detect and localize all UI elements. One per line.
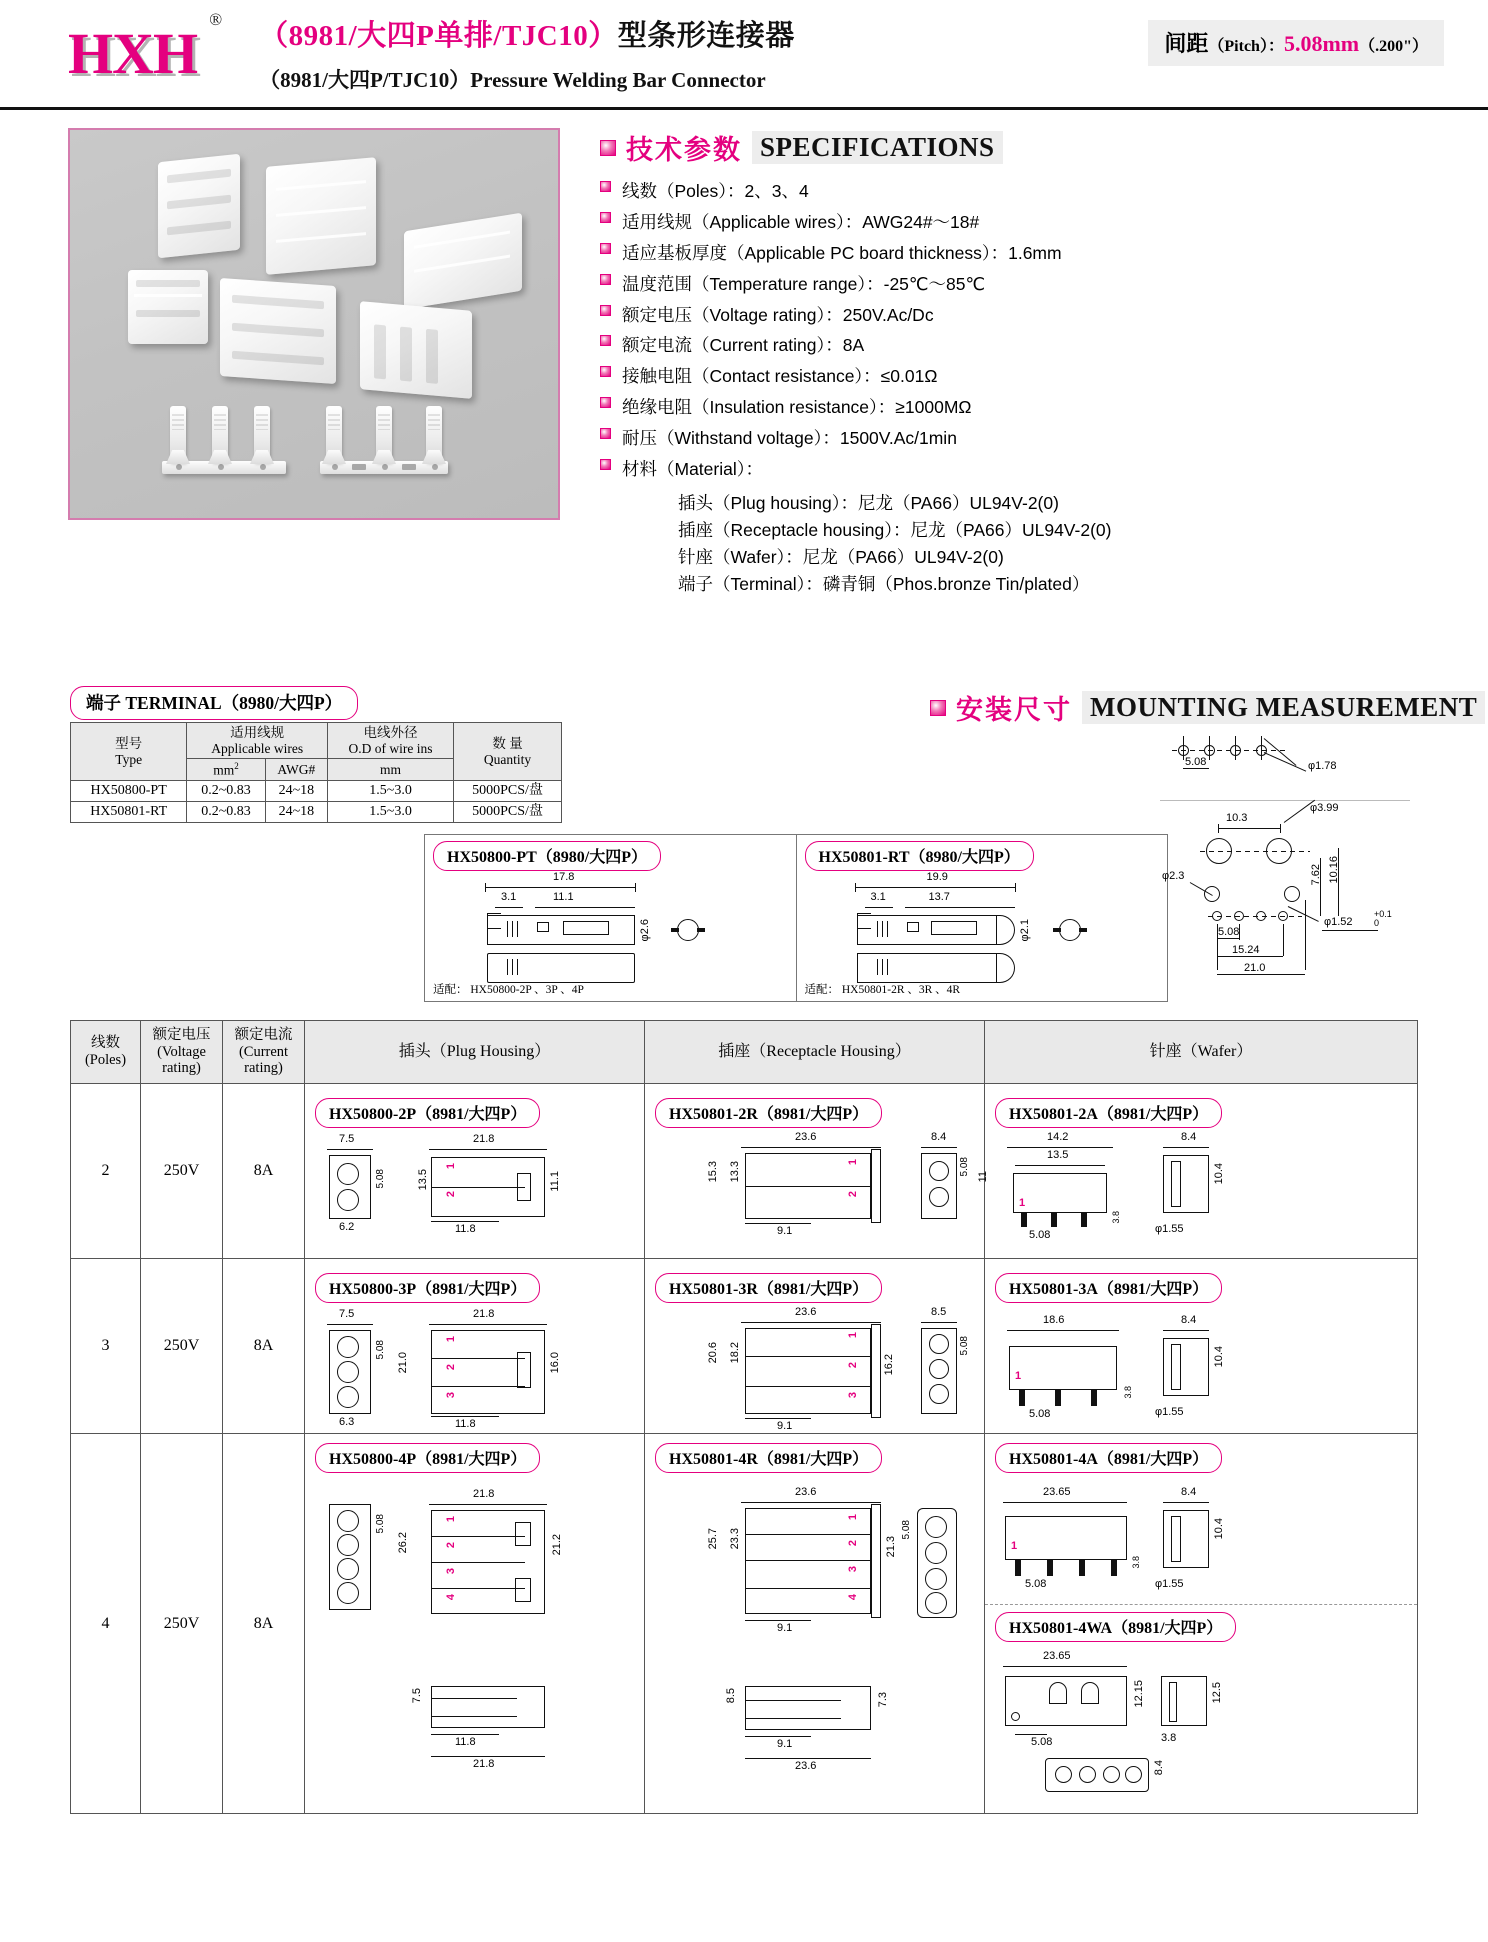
terminal-body-side	[487, 953, 635, 983]
mounting-drawing	[1160, 730, 1460, 1000]
wafer-2a-label: HX50801-2A（8981/大四P）	[995, 1098, 1222, 1128]
pin-number: 2	[847, 1191, 859, 1198]
pin-number: 2	[847, 1539, 859, 1546]
dim-len: 21.8	[473, 1308, 495, 1321]
dim-w-bottom: 6.2	[339, 1221, 355, 1234]
terminal-label-pill: 端子 TERMINAL（8980/大四P）	[70, 686, 358, 720]
table-row	[71, 802, 562, 823]
terminal-drawing-rt	[797, 834, 1169, 1002]
dim-len-bottom2: 9.1	[777, 1737, 793, 1750]
bullet-square-icon	[600, 274, 611, 285]
spec-item-text: 温度范围（Temperature range）：-25℃～85℃	[622, 273, 986, 294]
terminal-drawings	[424, 834, 1168, 1002]
product-dimension-table	[70, 1020, 1418, 1814]
spec-item	[600, 335, 1460, 357]
col-wires	[187, 723, 328, 759]
dim-total: 17.8	[553, 871, 575, 883]
dim-h-side: 26.2	[397, 1531, 409, 1553]
cell-current: 8A	[223, 1434, 305, 1814]
terminal-fit-text: 适配： HX50801-2R 、3R 、4R	[804, 984, 961, 996]
dim-pitch: 5.08	[375, 1340, 386, 1360]
cell-mm2: 0.2~0.83	[187, 781, 265, 802]
pin-number: 2	[445, 1541, 457, 1548]
dim-pin-h: 3.8	[1111, 1211, 1121, 1224]
title-cn-prefix: （8981/大四P单排/TJC10）	[259, 20, 618, 52]
col-current: 额定电流 (Current rating)	[223, 1021, 305, 1084]
dim-w-bottom: 6.3	[339, 1416, 355, 1429]
spec-item	[600, 428, 1460, 450]
pin-number: 1	[445, 1336, 457, 1343]
bullet-square-icon	[600, 335, 611, 346]
dim-h-end: 16.2	[883, 1354, 895, 1376]
pin-number: 1	[445, 1163, 457, 1170]
specifications-heading	[600, 128, 1460, 167]
bullet-square-icon	[600, 212, 611, 223]
dim-pitch-top: 5.08	[1185, 756, 1207, 768]
col-mm2: $mm^2$	[187, 759, 265, 781]
photo-terminal-strip-pt	[162, 392, 286, 474]
cell-voltage: 250V	[141, 1084, 223, 1259]
plug-4p-label: HX50800-4P（8981/大四P）	[315, 1443, 540, 1473]
pin-number: 1	[1015, 1370, 1022, 1383]
cell-wafer-3a	[985, 1259, 1418, 1434]
pitch-value: 5.08mm	[1283, 31, 1360, 56]
dim-w-bottom-sec: 7.5	[411, 1687, 423, 1703]
pin-number: 4	[445, 1593, 457, 1600]
cell-voltage: 250V	[141, 1259, 223, 1434]
photo-receptacle-3p	[220, 278, 336, 384]
cell-poles: 4	[71, 1434, 141, 1814]
dim-pitch: 5.08	[959, 1336, 970, 1356]
dim-len: 23.65	[1043, 1485, 1071, 1498]
dim-h-side: 13.5	[417, 1169, 429, 1191]
dim-len-bottom: 9.1	[777, 1621, 793, 1634]
dim-1-52: φ1.52	[1324, 916, 1353, 928]
dim-h-end: 11	[977, 1171, 989, 1183]
dim-len-bottom: 11.8	[455, 1735, 476, 1748]
dim-h-in: 18.2	[729, 1342, 741, 1364]
bullet-square-icon	[600, 459, 611, 470]
dim-len-total: 23.6	[795, 1759, 817, 1772]
spec-item-text: 额定电流（Current rating）：8A	[622, 335, 865, 356]
dim-w-end: 8.4	[1181, 1314, 1197, 1327]
dim-15-24: 15.24	[1232, 944, 1260, 956]
pin-number: 3	[445, 1567, 457, 1574]
cell-qty: 5000PCS/盘	[454, 802, 562, 823]
pitch-label-en: （Pitch）：	[1208, 38, 1284, 55]
photo-wafer-right	[404, 213, 522, 310]
col-qty-cn: 数 量	[492, 736, 523, 751]
product-title-en: （8981/大四P/TJC10）Pressure Welding Bar Connector	[259, 68, 766, 92]
dim-w-end: 8.4	[931, 1131, 947, 1144]
col-type	[71, 723, 187, 781]
dim-1-52-tol-minus: 0	[1374, 918, 1380, 929]
material-item: 端子（Terminal）：磷青铜（Phos.bronze Tin/plated）	[678, 574, 1090, 595]
col-awg: AWG#	[265, 759, 327, 781]
table-row-2-poles	[71, 1084, 1418, 1259]
pin-number: 3	[847, 1565, 859, 1572]
dim-w-end: 8.5	[931, 1306, 947, 1319]
cell-wafer-4a	[985, 1434, 1418, 1814]
terminal-body-side	[857, 953, 997, 983]
dim-b: 11.1	[553, 891, 574, 903]
cell-qty: 5000PCS/盘	[454, 781, 562, 802]
logo-text: HXH	[68, 20, 198, 86]
mounting-heading-cn: 安装尺寸	[956, 695, 1072, 725]
dim-len: 23.6	[795, 1131, 817, 1144]
registered-mark-icon: ®	[209, 9, 222, 29]
dim-h: 10.4	[1213, 1346, 1225, 1368]
company-logo	[68, 9, 222, 86]
product-photo	[68, 128, 560, 520]
receptacle-2r-label: HX50801-2R（8981/大四P）	[655, 1098, 882, 1128]
spec-item	[600, 459, 1460, 481]
dim-21-0: 21.0	[1244, 962, 1266, 974]
dim-h-left-wa: 12.15	[1133, 1679, 1145, 1708]
col-type-cn: 型号	[115, 736, 143, 751]
dim-10-16: 10.16	[1328, 856, 1340, 884]
dim-len-bottom: 11.8	[455, 1418, 476, 1431]
spec-heading-en: SPECIFICATIONS	[752, 131, 1003, 164]
dim-h-side: 21.0	[397, 1352, 409, 1374]
dim-a: 3.1	[870, 891, 886, 903]
dim-b: 13.7	[928, 891, 950, 903]
bullet-square-icon	[600, 366, 611, 377]
wafer-4wa-label: HX50801-4WA（8981/大四P）	[995, 1612, 1236, 1642]
dim-pitch-wa: 5.08	[1031, 1735, 1053, 1748]
plug-2p-label: HX50800-2P（8981/大四P）	[315, 1098, 540, 1128]
cell-od: 1.5~3.0	[327, 802, 453, 823]
dim-pitch: 5.08	[375, 1169, 386, 1189]
dim-h-right: 21.2	[551, 1533, 563, 1555]
col-od-cn: 电线外径	[363, 725, 418, 740]
bullet-square-icon	[600, 305, 611, 316]
dim-w-front: 7.5	[339, 1308, 355, 1321]
dim-7-62: 7.62	[1310, 864, 1322, 886]
dim-pitch: 5.08	[1025, 1577, 1047, 1590]
dim-len: 14.2	[1047, 1131, 1069, 1144]
photo-terminal-strip-rt	[320, 392, 448, 474]
plug-3p-label: HX50800-3P（8981/大四P）	[315, 1273, 540, 1303]
cell-poles: 3	[71, 1259, 141, 1434]
table-row	[71, 781, 562, 802]
spec-item-text: 绝缘电阻（Insulation resistance）：≥1000MΩ	[622, 397, 972, 418]
bullet-square-icon	[600, 181, 611, 192]
cell-current: 8A	[223, 1259, 305, 1434]
bullet-square-icon	[600, 397, 611, 408]
dim-pitch-bottom: 5.08	[1218, 926, 1240, 938]
bullet-square-icon	[930, 700, 946, 716]
receptacle-3r-label: HX50801-3R（8981/大四P）	[655, 1273, 882, 1303]
dim-1-52-tol-plus: +0.1	[1374, 909, 1392, 919]
dim-w-end: 8.4	[1181, 1485, 1197, 1498]
cell-receptacle-4r	[645, 1434, 985, 1814]
col-plug-housing: 插头（Plug Housing）	[305, 1021, 645, 1084]
pitch-inch: （.200"）	[1359, 38, 1428, 55]
dim-len-bottom: 11.8	[455, 1223, 476, 1236]
dim-h-out: 20.6	[707, 1342, 719, 1364]
dim-pitch: 5.08	[1029, 1229, 1051, 1242]
title-cn-suffix: 型条形连接器	[617, 20, 795, 52]
dim-h-in: 23.3	[729, 1527, 741, 1549]
cell-receptacle-3r	[645, 1259, 985, 1434]
dim-h: 10.4	[1213, 1163, 1225, 1185]
pin-number: 1	[1019, 1197, 1026, 1210]
spec-item	[600, 274, 1460, 296]
mounting-heading-en: MOUNTING MEASUREMENT	[1082, 691, 1485, 724]
cell-receptacle-2r	[645, 1084, 989, 1259]
cell-plug-2p	[305, 1084, 645, 1259]
main-table-header-row	[71, 1021, 1418, 1084]
col-receptacle-housing: 插座（Receptacle Housing）	[645, 1021, 985, 1084]
spec-item-text: 线数（Poles）：2、3、4	[622, 181, 809, 201]
cell-voltage: 250V	[141, 1434, 223, 1814]
photo-receptacle-4p	[266, 157, 376, 275]
specifications-section	[600, 128, 1460, 598]
dim-h-end: 21.3	[885, 1535, 897, 1557]
terminal-section-label	[70, 686, 358, 720]
spec-item	[600, 181, 1460, 203]
dim-pin-dia: φ1.55	[1155, 1406, 1184, 1419]
col-mm: mm	[327, 759, 453, 781]
cell-od: 1.5~3.0	[327, 781, 453, 802]
dim-dia: φ2.6	[639, 919, 651, 942]
mounting-heading	[930, 688, 1485, 727]
col-qty-en: Quantity	[483, 751, 532, 767]
pin-number: 4	[847, 1593, 859, 1600]
pin-number: 1	[847, 1159, 859, 1166]
col-qty	[454, 723, 562, 781]
dim-w-front: 7.5	[339, 1133, 355, 1146]
dim-dia: φ2.1	[1018, 919, 1031, 942]
col-wires-cn: 适用线规	[230, 725, 285, 740]
cell-type: HX50801-RT	[71, 802, 187, 823]
cell-awg: 24~18	[265, 802, 327, 823]
dim-h-sec: 7.3	[877, 1691, 889, 1707]
dim-h-bottom-wa: 8.4	[1153, 1759, 1165, 1775]
dim-a: 3.1	[501, 891, 517, 903]
dim-h-right: 16.0	[549, 1352, 561, 1374]
pin-number: 3	[445, 1392, 457, 1399]
bullet-square-icon	[600, 140, 616, 156]
photo-plug-2p	[128, 270, 208, 344]
dim-pin-dia: φ1.55	[1155, 1223, 1184, 1236]
dim-hole-dia-top: φ1.78	[1308, 760, 1337, 772]
specifications-list	[600, 181, 1460, 598]
dim-h-out: 15.3	[707, 1161, 719, 1183]
page-header	[0, 0, 1488, 110]
cell-plug-3p	[305, 1259, 645, 1434]
dim-pitch: 5.08	[1029, 1408, 1051, 1421]
spec-item-text: 适用线规（Applicable wires）：AWG24#～18#	[622, 211, 980, 232]
dim-len: 18.6	[1043, 1314, 1065, 1327]
dim-len: 23.6	[795, 1306, 817, 1319]
terminal-rt-label: HX50801-RT（8980/大四P）	[805, 841, 1034, 871]
wafer-4a-label: HX50801-4A（8981/大四P）	[995, 1443, 1222, 1473]
cell-plug-4p	[305, 1434, 645, 1814]
dim-len: 21.8	[473, 1133, 495, 1146]
dim-len-bottom: 9.1	[777, 1225, 793, 1238]
dim-pin-dia: φ1.55	[1155, 1577, 1184, 1590]
material-item: 插座（Receptacle housing）：尼龙（PA66）UL94V-2(0)	[678, 519, 1112, 540]
photo-plug-3p	[158, 154, 240, 259]
pin-number: 2	[445, 1191, 457, 1198]
cell-type: HX50800-PT	[71, 781, 187, 802]
pin-number: 1	[1011, 1539, 1018, 1552]
terminal-fit-text: 适配： HX50800-2P 、3P 、4P	[433, 984, 584, 996]
col-od-en: O.D of wire ins	[348, 740, 433, 756]
dim-h-right-wa: 12.5	[1211, 1681, 1223, 1703]
col-wires-en: Applicable wires	[211, 740, 304, 756]
dim-pitch: 5.08	[959, 1157, 970, 1177]
dim-len: 21.8	[473, 1487, 495, 1500]
col-od	[327, 723, 453, 759]
product-title-cn	[259, 13, 795, 54]
col-poles: 线数 (Poles)	[71, 1021, 141, 1084]
terminal-cross-section	[1059, 919, 1081, 941]
terminal-spec-table	[70, 722, 562, 823]
dim-pin-h: 3.8	[1123, 1386, 1133, 1399]
dim-2-3: φ2.3	[1162, 870, 1185, 882]
col-wafer: 针座（Wafer）	[985, 1021, 1418, 1084]
dim-h-out: 25.7	[707, 1527, 719, 1549]
spec-item	[600, 366, 1460, 388]
bullet-square-icon	[600, 243, 611, 254]
dim-h-in: 13.3	[729, 1161, 741, 1183]
table-header-row	[71, 723, 562, 759]
pin-number: 2	[445, 1364, 457, 1371]
terminal-cross-section	[677, 919, 699, 941]
dim-3-99: φ3.99	[1310, 802, 1339, 814]
spec-item	[600, 397, 1460, 419]
receptacle-4r-label: HX50801-4R（8981/大四P）	[655, 1443, 882, 1473]
col-voltage: 额定电压 (Voltage rating)	[141, 1021, 223, 1084]
dim-len-bottom: 9.1	[777, 1420, 793, 1433]
spec-item-text: 接触电阻（Contact resistance）：≤0.01Ω	[622, 366, 938, 387]
dim-pin-h-wa: 3.8	[1161, 1731, 1177, 1744]
photo-wafer-lower	[360, 301, 472, 399]
spec-heading-cn: 技术参数	[626, 135, 742, 165]
dim-pin-h: 3.8	[1131, 1555, 1141, 1569]
terminal-body-top	[487, 915, 635, 945]
dim-10-3: 10.3	[1226, 812, 1248, 824]
terminal-pt-label: HX50800-PT（8980/大四P）	[433, 841, 661, 871]
pin-number: 1	[847, 1332, 859, 1339]
dim-h: 10.4	[1213, 1517, 1225, 1539]
table-row-4-poles	[71, 1434, 1418, 1814]
dim-len-total: 21.8	[473, 1757, 495, 1770]
dim-len: 23.6	[795, 1485, 817, 1498]
dim-len-wa: 23.65	[1043, 1649, 1071, 1662]
col-type-en: Type	[115, 751, 143, 767]
cell-current: 8A	[223, 1084, 305, 1259]
dim-w-end: 8.5	[725, 1687, 737, 1703]
cell-mm2: 0.2~0.83	[187, 802, 265, 823]
table-row-3-poles	[71, 1259, 1418, 1434]
wafer-3a-label: HX50801-3A（8981/大四P）	[995, 1273, 1222, 1303]
bullet-square-icon	[600, 428, 611, 439]
spec-item	[600, 305, 1460, 327]
pin-number: 3	[847, 1392, 859, 1399]
pin-number: 2	[847, 1362, 859, 1369]
spec-item-text: 适应基板厚度（Applicable PC board thickness）：1.6mm	[622, 242, 1062, 263]
spec-item	[600, 212, 1460, 234]
spec-item-text: 材料（Material）：	[622, 458, 763, 479]
cell-wafer-2a	[985, 1084, 1418, 1259]
dim-h-right: 11.1	[549, 1171, 561, 1192]
dim-len-in: 13.5	[1047, 1149, 1069, 1162]
title-block	[259, 13, 795, 94]
pin-number: 1	[445, 1515, 457, 1522]
terminal-drawing-pt	[424, 834, 797, 1002]
pitch-label-cn: 间距	[1164, 31, 1209, 56]
cell-poles: 2	[71, 1084, 141, 1259]
cell-awg: 24~18	[265, 781, 327, 802]
pin-number: 1	[847, 1513, 859, 1520]
material-item: 插头（Plug housing）：尼龙（PA66）UL94V-2(0)	[678, 492, 1059, 513]
dim-pitch: 5.08	[901, 1519, 912, 1539]
dim-total: 19.9	[926, 871, 948, 883]
dim-w-end: 8.4	[1181, 1131, 1197, 1144]
spec-item-text: 额定电压（Voltage rating）：250V.Ac/Dc	[622, 304, 934, 325]
spec-item-text: 耐压（Withstand voltage）：1500V.Ac/1min	[622, 428, 957, 448]
spec-item	[600, 243, 1460, 265]
material-item: 针座（Wafer）：尼龙（PA66）UL94V-2(0)	[678, 547, 1004, 567]
pitch-badge	[1148, 20, 1444, 66]
dim-pitch: 5.08	[375, 1513, 386, 1533]
